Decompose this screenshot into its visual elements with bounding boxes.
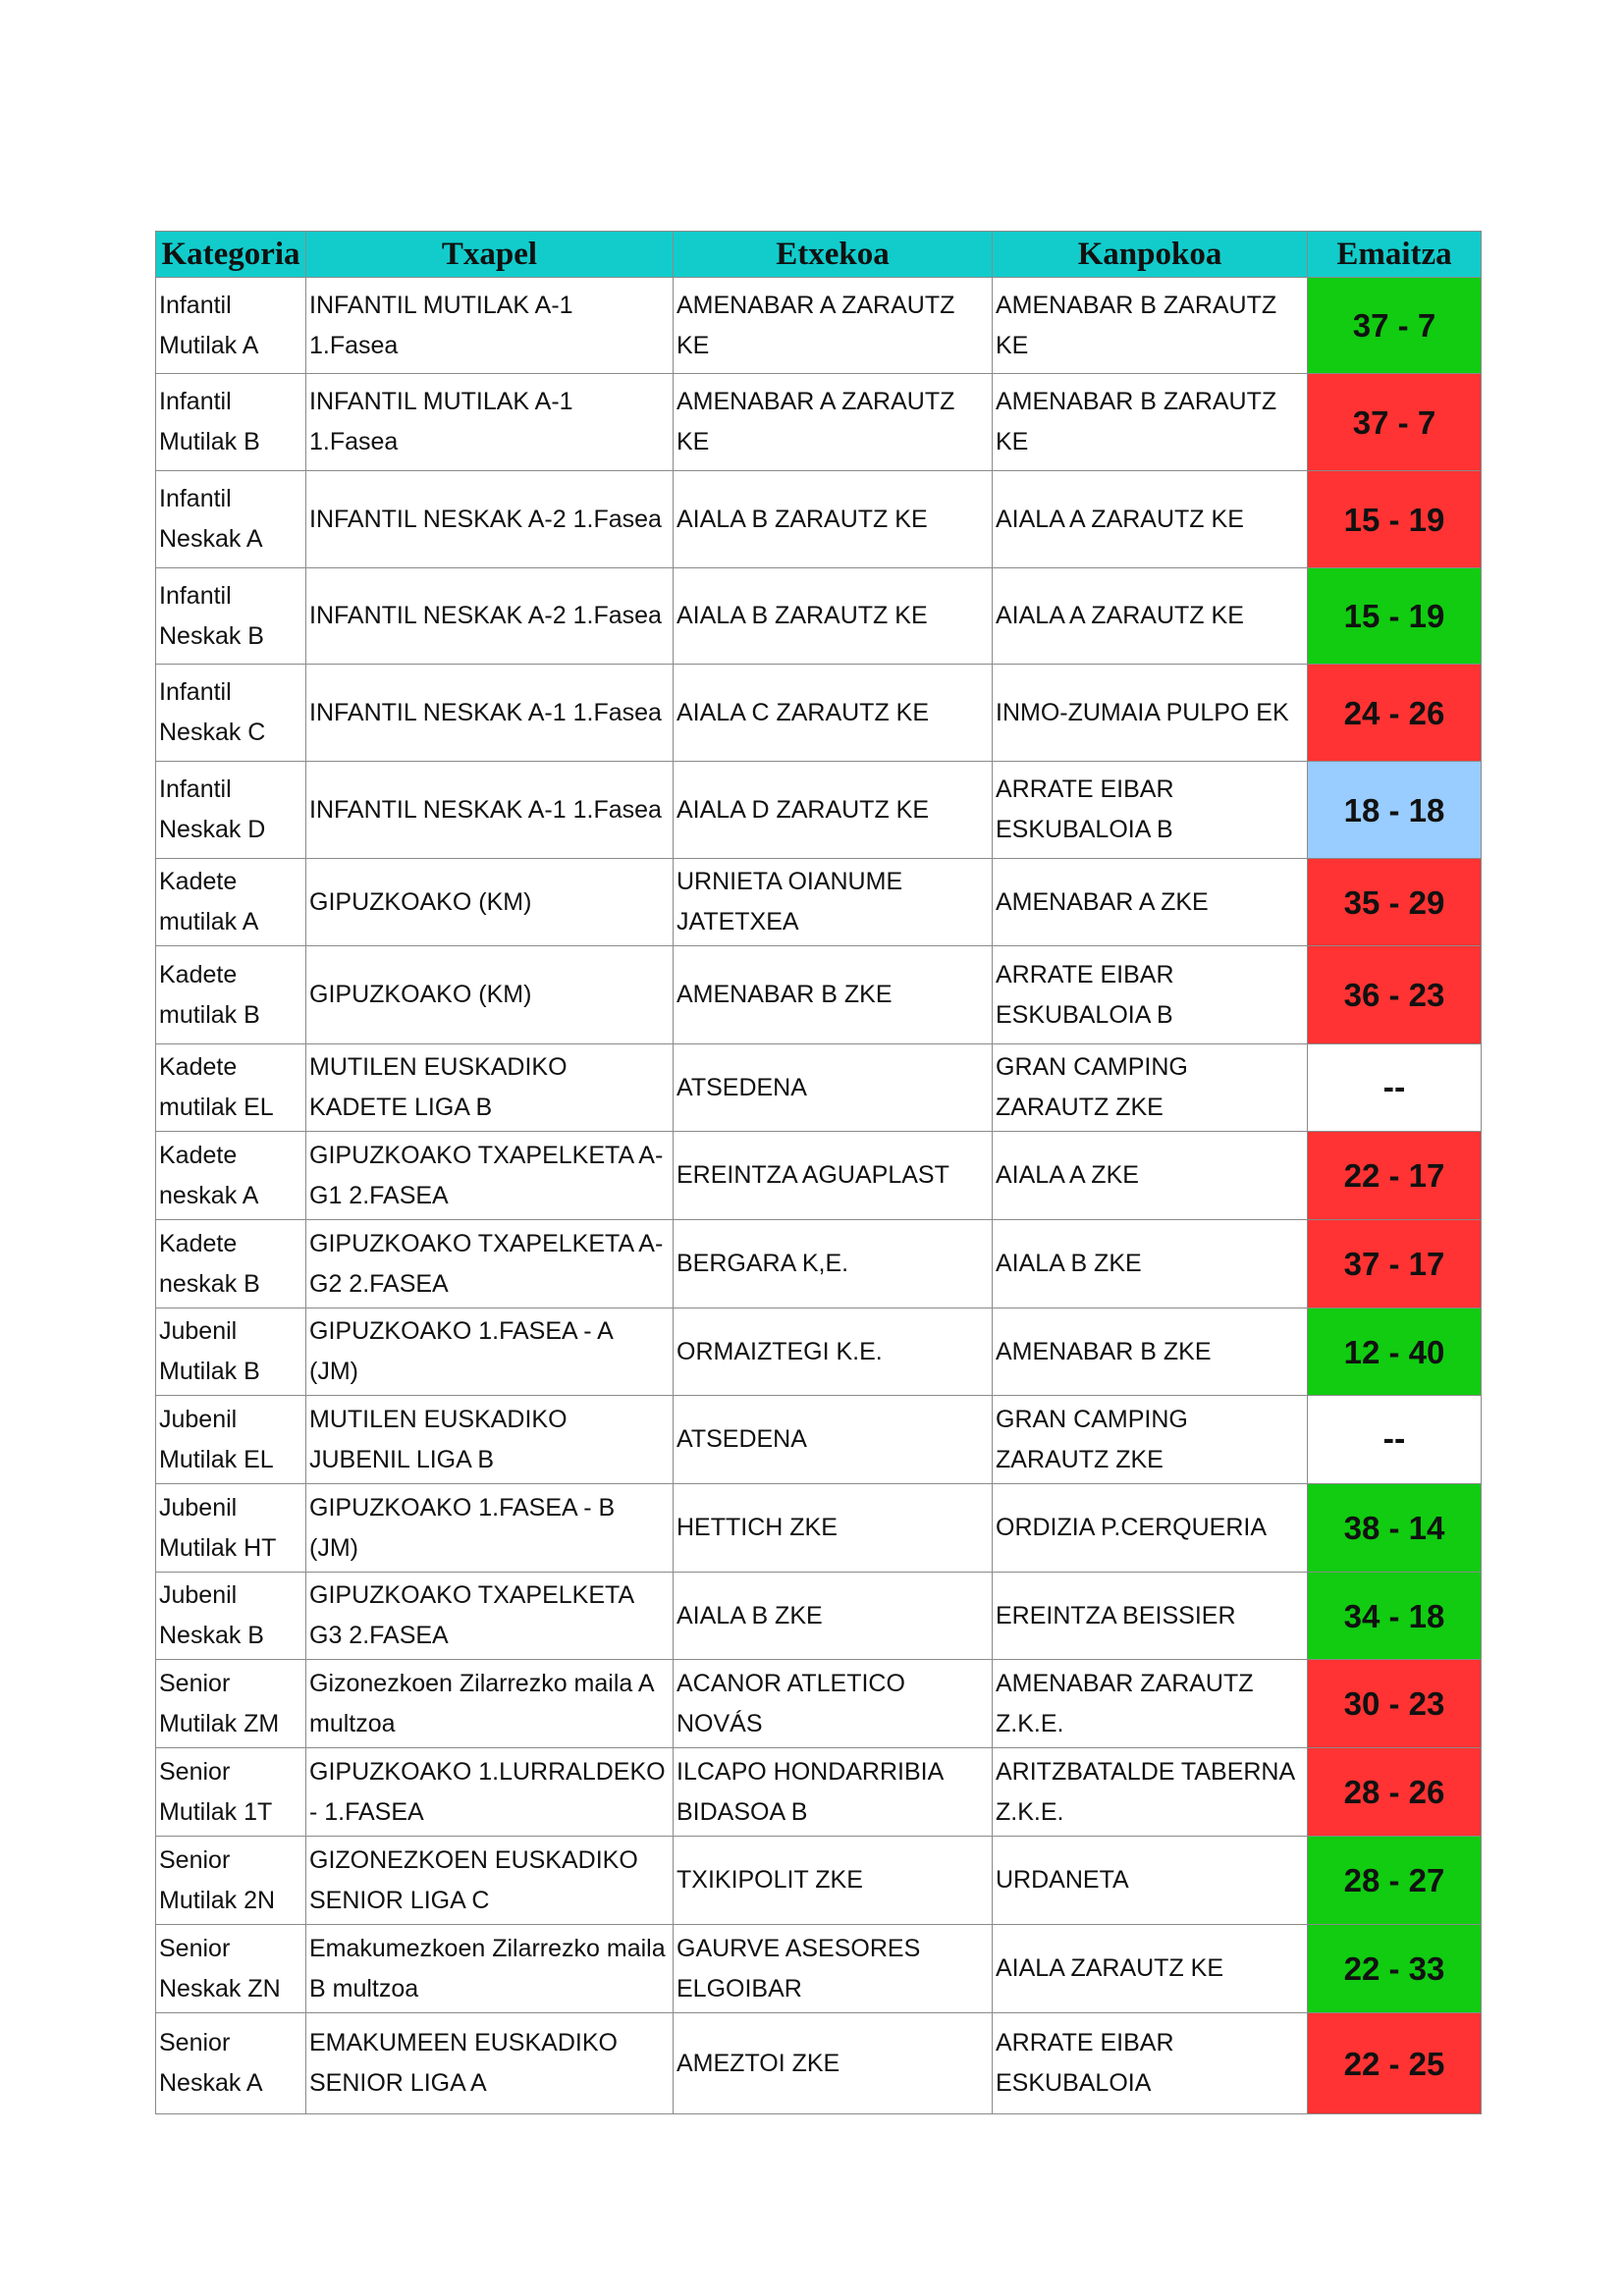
table-row xyxy=(156,471,1482,568)
table-row xyxy=(156,1573,1482,1660)
cell-kategoria: Infantil Mutilak B xyxy=(156,374,306,471)
cell-kategoria: Kadete mutilak EL xyxy=(156,1044,306,1132)
cell-etxekoa: URNIETA OIANUME JATETXEA xyxy=(674,859,993,946)
header-kategoria: Kategoria xyxy=(156,232,306,278)
cell-kanpokoa: AIALA B ZKE xyxy=(993,1220,1308,1308)
cell-kanpokoa: ARRATE EIBAR ESKUBALOIA xyxy=(993,2013,1308,2114)
cell-emaitza: 22 - 33 xyxy=(1308,1925,1482,2013)
cell-etxekoa: AIALA C ZARAUTZ KE xyxy=(674,665,993,762)
table-row xyxy=(156,374,1482,471)
cell-kanpokoa: AIALA ZARAUTZ KE xyxy=(993,1925,1308,2013)
cell-kategoria: Jubenil Mutilak B xyxy=(156,1308,306,1396)
header-etxekoa: Etxekoa xyxy=(674,232,993,278)
cell-txapel: MUTILEN EUSKADIKO KADETE LIGA B xyxy=(306,1044,674,1132)
cell-kanpokoa: AMENABAR A ZKE xyxy=(993,859,1308,946)
cell-emaitza: 18 - 18 xyxy=(1308,762,1482,859)
cell-emaitza: 34 - 18 xyxy=(1308,1573,1482,1660)
cell-kategoria: Senior Mutilak 2N xyxy=(156,1837,306,1925)
cell-kategoria: Senior Neskak A xyxy=(156,2013,306,2114)
cell-kanpokoa: AMENABAR B ZARAUTZ KE xyxy=(993,374,1308,471)
cell-kanpokoa: ARRATE EIBAR ESKUBALOIA B xyxy=(993,762,1308,859)
cell-emaitza: 30 - 23 xyxy=(1308,1660,1482,1748)
cell-kategoria: Kadete neskak A xyxy=(156,1132,306,1220)
cell-kategoria: Infantil Neskak A xyxy=(156,471,306,568)
cell-txapel: Emakumezkoen Zilarrezko maila B multzoa xyxy=(306,1925,674,2013)
cell-txapel: GIPUZKOAKO (KM) xyxy=(306,859,674,946)
header-txapel: Txapel xyxy=(306,232,674,278)
cell-kategoria: Kadete mutilak A xyxy=(156,859,306,946)
table-row xyxy=(156,1925,1482,2013)
cell-kanpokoa: EREINTZA BEISSIER xyxy=(993,1573,1308,1660)
cell-emaitza: 12 - 40 xyxy=(1308,1308,1482,1396)
cell-kategoria: Kadete neskak B xyxy=(156,1220,306,1308)
cell-etxekoa: AIALA B ZARAUTZ KE xyxy=(674,568,993,665)
table-row xyxy=(156,1396,1482,1484)
table-row xyxy=(156,1660,1482,1748)
cell-txapel: GIPUZKOAKO 1.LURRALDEKO - 1.FASEA xyxy=(306,1748,674,1837)
header-row xyxy=(156,232,1482,278)
cell-emaitza: 22 - 17 xyxy=(1308,1132,1482,1220)
cell-txapel: INFANTIL NESKAK A-2 1.Fasea xyxy=(306,568,674,665)
table-row xyxy=(156,1837,1482,1925)
cell-etxekoa: AMENABAR A ZARAUTZ KE xyxy=(674,374,993,471)
cell-kategoria: Infantil Neskak B xyxy=(156,568,306,665)
cell-emaitza: 37 - 7 xyxy=(1308,278,1482,374)
table-row xyxy=(156,665,1482,762)
cell-emaitza: 15 - 19 xyxy=(1308,471,1482,568)
results-table xyxy=(155,231,1482,2114)
cell-emaitza: 22 - 25 xyxy=(1308,2013,1482,2114)
cell-etxekoa: AIALA B ZKE xyxy=(674,1573,993,1660)
cell-kategoria: Infantil Neskak C xyxy=(156,665,306,762)
cell-kanpokoa: GRAN CAMPING ZARAUTZ ZKE xyxy=(993,1396,1308,1484)
cell-kanpokoa: AIALA A ZARAUTZ KE xyxy=(993,471,1308,568)
cell-kanpokoa: AMENABAR ZARAUTZ Z.K.E. xyxy=(993,1660,1308,1748)
cell-kategoria: Infantil Neskak D xyxy=(156,762,306,859)
cell-txapel: GIPUZKOAKO 1.FASEA - B (JM) xyxy=(306,1484,674,1573)
cell-kanpokoa: ARRATE EIBAR ESKUBALOIA B xyxy=(993,946,1308,1044)
cell-etxekoa: AIALA B ZARAUTZ KE xyxy=(674,471,993,568)
cell-kategoria: Senior Mutilak ZM xyxy=(156,1660,306,1748)
cell-kategoria: Jubenil Neskak B xyxy=(156,1573,306,1660)
cell-txapel: INFANTIL MUTILAK A-1 1.Fasea xyxy=(306,374,674,471)
cell-kategoria: Jubenil Mutilak EL xyxy=(156,1396,306,1484)
cell-txapel: GIPUZKOAKO 1.FASEA - A (JM) xyxy=(306,1308,674,1396)
cell-etxekoa: ATSEDENA xyxy=(674,1396,993,1484)
cell-emaitza: 37 - 17 xyxy=(1308,1220,1482,1308)
cell-kanpokoa: AIALA A ZKE xyxy=(993,1132,1308,1220)
table-row xyxy=(156,278,1482,374)
cell-etxekoa: GAURVE ASESORES ELGOIBAR xyxy=(674,1925,993,2013)
table-row xyxy=(156,1484,1482,1573)
cell-kanpokoa: URDANETA xyxy=(993,1837,1308,1925)
cell-emaitza: 15 - 19 xyxy=(1308,568,1482,665)
cell-txapel: MUTILEN EUSKADIKO JUBENIL LIGA B xyxy=(306,1396,674,1484)
cell-txapel: Gizonezkoen Zilarrezko maila A multzoa xyxy=(306,1660,674,1748)
cell-etxekoa: BERGARA K,E. xyxy=(674,1220,993,1308)
cell-kanpokoa: INMO-ZUMAIA PULPO EK xyxy=(993,665,1308,762)
cell-kategoria: Senior Neskak ZN xyxy=(156,1925,306,2013)
cell-etxekoa: AMENABAR A ZARAUTZ KE xyxy=(674,278,993,374)
cell-kategoria: Kadete mutilak B xyxy=(156,946,306,1044)
cell-kategoria: Infantil Mutilak A xyxy=(156,278,306,374)
cell-txapel: EMAKUMEEN EUSKADIKO SENIOR LIGA A xyxy=(306,2013,674,2114)
table-row xyxy=(156,2013,1482,2114)
cell-etxekoa: EREINTZA AGUAPLAST xyxy=(674,1132,993,1220)
header-emaitza: Emaitza xyxy=(1308,232,1482,278)
table-row xyxy=(156,762,1482,859)
cell-etxekoa: HETTICH ZKE xyxy=(674,1484,993,1573)
cell-txapel: INFANTIL NESKAK A-1 1.Fasea xyxy=(306,762,674,859)
cell-kategoria: Jubenil Mutilak HT xyxy=(156,1484,306,1573)
cell-txapel: GIZONEZKOEN EUSKADIKO SENIOR LIGA C xyxy=(306,1837,674,1925)
table-row xyxy=(156,1220,1482,1308)
cell-txapel: INFANTIL MUTILAK A-1 1.Fasea xyxy=(306,278,674,374)
table-row xyxy=(156,946,1482,1044)
cell-etxekoa: ILCAPO HONDARRIBIA BIDASOA B xyxy=(674,1748,993,1837)
cell-emaitza: 28 - 26 xyxy=(1308,1748,1482,1837)
cell-emaitza: 28 - 27 xyxy=(1308,1837,1482,1925)
cell-emaitza: 38 - 14 xyxy=(1308,1484,1482,1573)
table-row xyxy=(156,1132,1482,1220)
cell-etxekoa: AMEZTOI ZKE xyxy=(674,2013,993,2114)
cell-emaitza: -- xyxy=(1308,1396,1482,1484)
cell-emaitza: 36 - 23 xyxy=(1308,946,1482,1044)
cell-txapel: GIPUZKOAKO (KM) xyxy=(306,946,674,1044)
cell-kanpokoa: ORDIZIA P.CERQUERIA xyxy=(993,1484,1308,1573)
cell-etxekoa: ACANOR ATLETICO NOVÁS xyxy=(674,1660,993,1748)
cell-txapel: GIPUZKOAKO TXAPELKETA G3 2.FASEA xyxy=(306,1573,674,1660)
cell-emaitza: 24 - 26 xyxy=(1308,665,1482,762)
cell-txapel: INFANTIL NESKAK A-1 1.Fasea xyxy=(306,665,674,762)
cell-etxekoa: AMENABAR B ZKE xyxy=(674,946,993,1044)
cell-txapel: GIPUZKOAKO TXAPELKETA A- G1 2.FASEA xyxy=(306,1132,674,1220)
cell-emaitza: 37 - 7 xyxy=(1308,374,1482,471)
cell-kanpokoa: ARITZBATALDE TABERNA Z.K.E. xyxy=(993,1748,1308,1837)
table-row xyxy=(156,1044,1482,1132)
table-row xyxy=(156,568,1482,665)
cell-kanpokoa: AMENABAR B ZKE xyxy=(993,1308,1308,1396)
cell-kanpokoa: GRAN CAMPING ZARAUTZ ZKE xyxy=(993,1044,1308,1132)
cell-etxekoa: ATSEDENA xyxy=(674,1044,993,1132)
cell-kategoria: Senior Mutilak 1T xyxy=(156,1748,306,1837)
cell-txapel: GIPUZKOAKO TXAPELKETA A- G2 2.FASEA xyxy=(306,1220,674,1308)
table-row xyxy=(156,1308,1482,1396)
cell-etxekoa: TXIKIPOLIT ZKE xyxy=(674,1837,993,1925)
cell-txapel: INFANTIL NESKAK A-2 1.Fasea xyxy=(306,471,674,568)
cell-emaitza: 35 - 29 xyxy=(1308,859,1482,946)
table-row xyxy=(156,1748,1482,1837)
cell-kanpokoa: AMENABAR B ZARAUTZ KE xyxy=(993,278,1308,374)
cell-kanpokoa: AIALA A ZARAUTZ KE xyxy=(993,568,1308,665)
cell-emaitza: -- xyxy=(1308,1044,1482,1132)
header-kanpokoa: Kanpokoa xyxy=(993,232,1308,278)
cell-etxekoa: AIALA D ZARAUTZ KE xyxy=(674,762,993,859)
table-row xyxy=(156,859,1482,946)
cell-etxekoa: ORMAIZTEGI K.E. xyxy=(674,1308,993,1396)
